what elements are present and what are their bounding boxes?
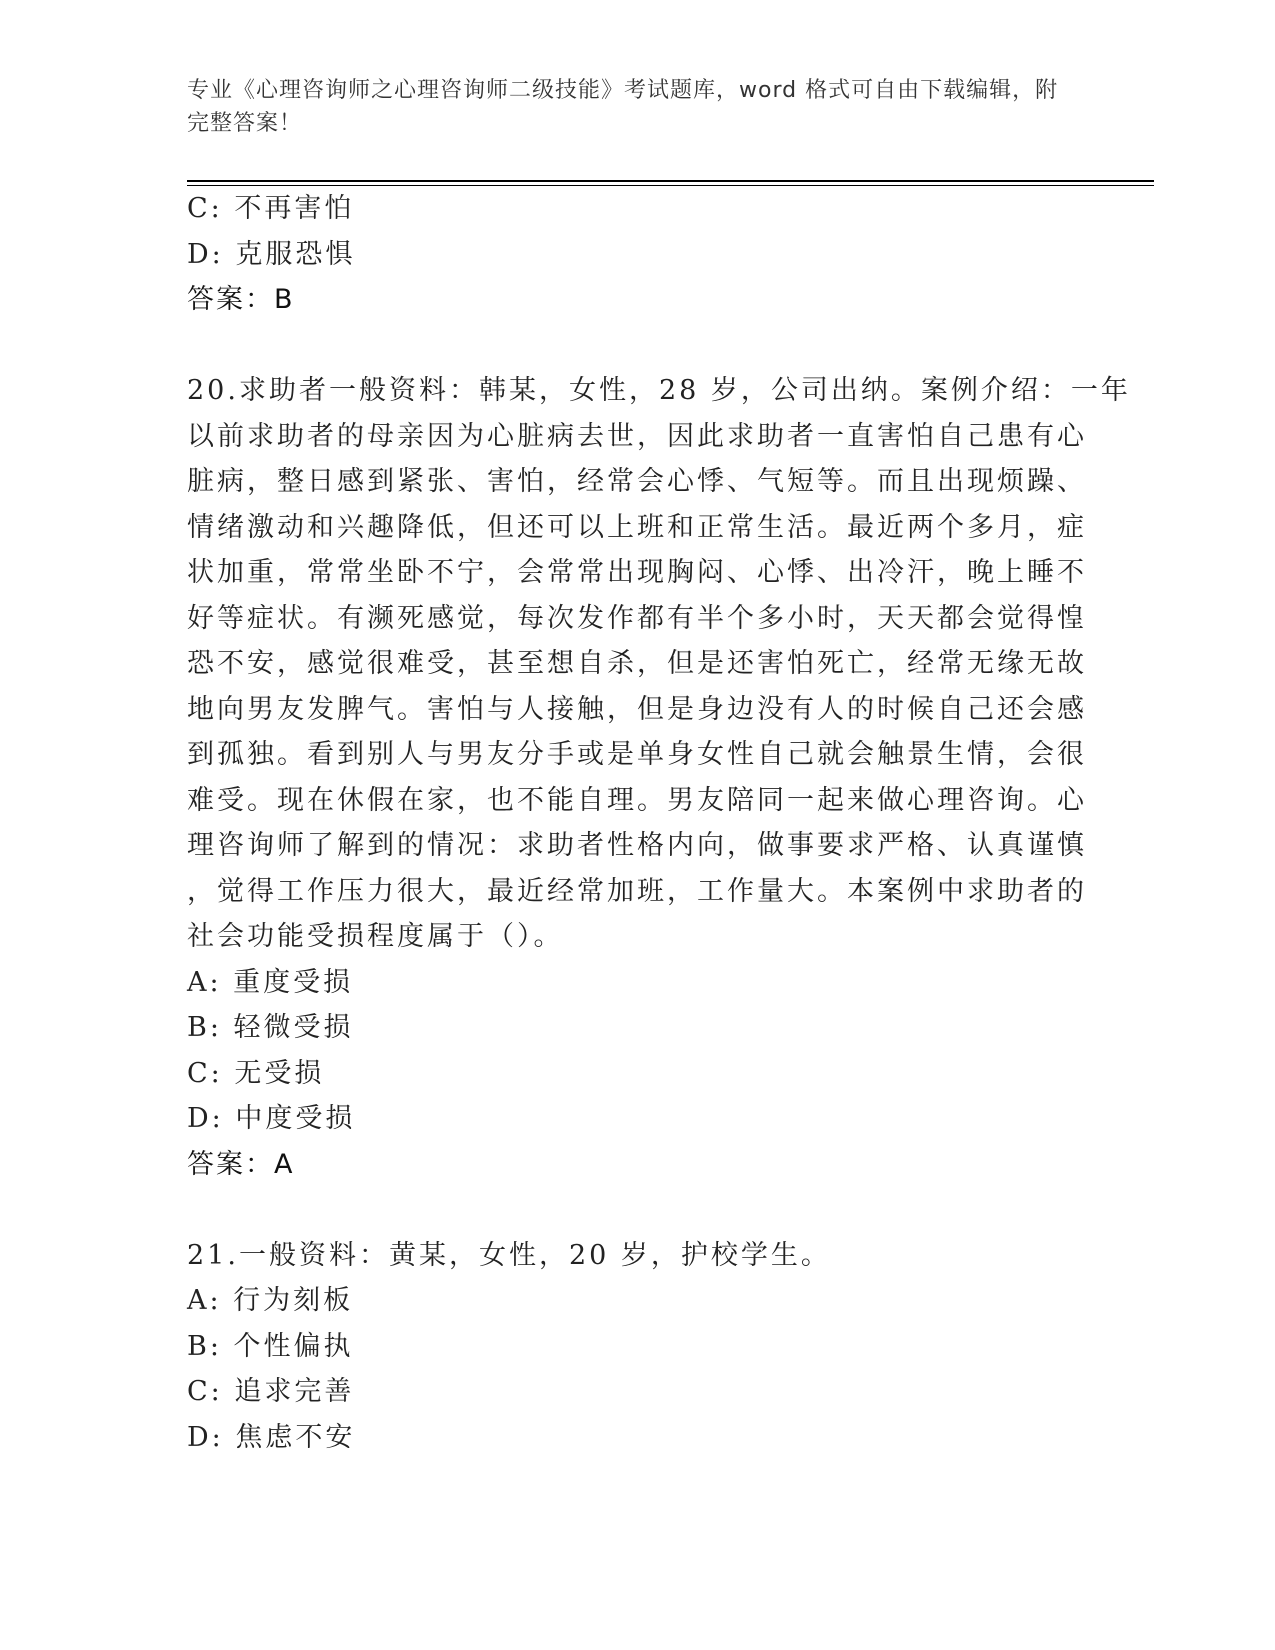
question-stem-line: 以前求助者的母亲因为心脏病去世，因此求助者一直害怕自己患有心 [187, 420, 1087, 452]
header-title: 专业《心理咨询师之心理咨询师二级技能》考试题库，word 格式可自由下载编辑，附完整答案！ [187, 78, 1059, 136]
header-rule-thick [187, 180, 1154, 182]
option-c: C: 无受损 [187, 1057, 325, 1089]
question-stem-line: 恐不安，感觉很难受，甚至想自杀，但是还害怕死亡，经常无缘无故 [187, 648, 1087, 679]
question-stem-line: 好等症状。有濒死感觉，每次发作都有半个多小时，天天都会觉得惶 [187, 602, 1087, 634]
question-stem: 21.一般资料：黄某，女性，20 岁，护校学生。 [187, 1239, 831, 1271]
question-stem-line: 情绪激动和兴趣降低，但还可以上班和正常生活。最近两个多月，症 [187, 511, 1087, 543]
option-b: B: 轻微受损 [187, 1012, 354, 1043]
question-20 [187, 368, 1131, 1187]
question-stem-line: 20.求助者一般资料：韩某，女性，28 岁，公司出纳。案例介绍：一年 [187, 375, 1131, 406]
option-b: B: 个性偏执 [187, 1330, 354, 1362]
option-d: D: 克服恐惧 [187, 238, 356, 270]
option-a: A: 重度受损 [187, 966, 354, 998]
question-21 [187, 1233, 1087, 1461]
option-c: C: 不再害怕 [187, 193, 355, 224]
option-c: C: 追求完善 [187, 1376, 355, 1407]
document-body [187, 186, 1131, 1460]
question-stem-line: 理咨询师了解到的情况：求助者性格内向，做事要求严格、认真谨慎 [187, 830, 1087, 861]
question-stem-line: 到孤独。看到别人与男友分手或是单身女性自己就会触景生情，会很 [187, 739, 1087, 770]
document-header [187, 74, 1067, 140]
question-stem-line: 地向男友发脾气。害怕与人接触，但是身边没有人的时候自己还会感 [187, 693, 1087, 725]
option-d: D: 焦虑不安 [187, 1421, 356, 1453]
question-stem-line: 社会功能受损程度属于（）。 [187, 921, 564, 952]
question-stem-line: 脏病，整日感到紧张、害怕，经常会心悸、气短等。而且出现烦躁、 [187, 466, 1087, 497]
question-19-tail [187, 186, 1087, 323]
answer: 答案：A [187, 1148, 295, 1180]
option-d: D: 中度受损 [187, 1103, 356, 1134]
question-stem-line: ，觉得工作压力很大，最近经常加班，工作量大。本案例中求助者的 [187, 875, 1087, 907]
answer: 答案：B [187, 284, 295, 315]
spacer [187, 323, 1087, 369]
option-a: A: 行为刻板 [187, 1285, 354, 1316]
spacer [187, 1187, 1087, 1233]
question-stem-line: 难受。现在休假在家，也不能自理。男友陪同一起来做心理咨询。心 [187, 784, 1087, 816]
question-stem-line: 状加重，常常坐卧不宁，会常常出现胸闷、心悸、出冷汗，晚上睡不 [187, 557, 1087, 588]
